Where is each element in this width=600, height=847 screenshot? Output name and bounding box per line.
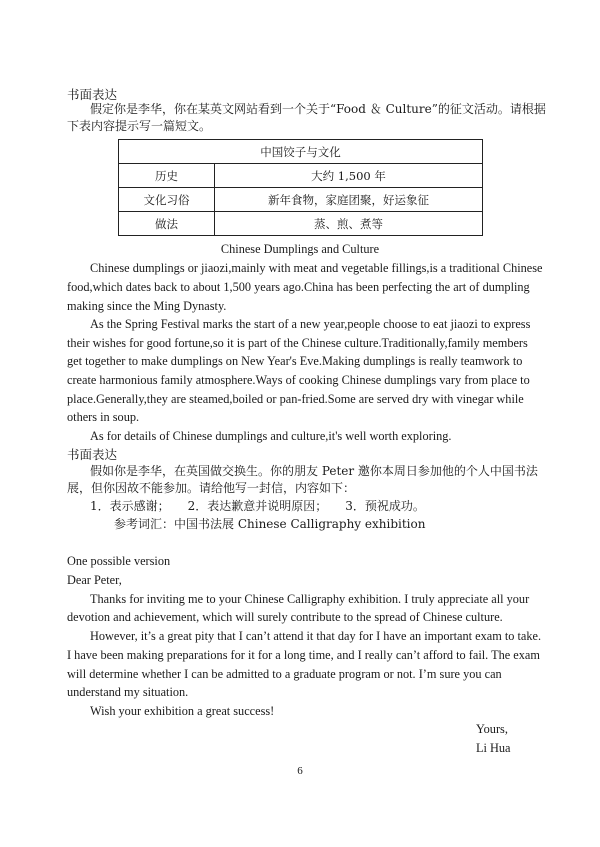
letter-line: Wish your exhibition a great success! (90, 704, 275, 718)
essay-line: making since the Ming Dynasty. (67, 299, 227, 313)
letter-line: understand my situation. (67, 685, 189, 699)
essay-line: their wishes for good fortune,so it is part of the Chinese culture.Traditionally,family members (67, 336, 528, 350)
page-number: 6 (297, 765, 303, 777)
essay-line: As the Spring Festival marks the start of a new year,people choose to eat jiaozi to express (90, 317, 531, 331)
letter-line: However, it’s a great pity that I can’t attend it that day for I have an important exam to take. (90, 629, 542, 643)
section1-prompt-line1: 假定你是李华，你在某英文网站看到一个关于“Food ＆ Culture”的征文活动。请根据 (90, 102, 546, 116)
table-row (119, 188, 483, 212)
essay-line: food,which dates back to about 1,500 years ago.China has been perfecting the art of dumpling (67, 280, 530, 294)
section2-prompt-line1: 假如你是李华，在英国做交换生。你的朋友 Peter 邀你本周日参加他的个人中国书法 (90, 464, 538, 478)
essay-line: create harmonious family atmosphere.Ways of cooking Chinese dumplings vary from place to (67, 373, 530, 387)
section2-points: 1．表示感谢； 2．表达歉意并说明原因； 3．预祝成功。 (90, 499, 425, 513)
table-cell-value: 新年食物，家庭团聚，好运象征 (215, 188, 483, 212)
essay-line: others in soup. (67, 410, 140, 424)
essay-title: Chinese Dumplings and Culture (220, 242, 380, 256)
letter-line: devotion and achievement, which will surely contribute to the spread of Chinese culture. (67, 610, 503, 624)
letter-line: will determine whether I can be admitted to a graduate program or not. I’m sure you can (67, 667, 502, 681)
table-title: 中国饺子与文化 (119, 140, 483, 164)
table-row (119, 212, 483, 236)
table-title-row (119, 140, 483, 164)
table-row (119, 164, 483, 188)
table-cell-value: 蒸、煎、煮等 (215, 212, 483, 236)
table-cell-label: 做法 (119, 212, 215, 236)
letter-line: I have been making preparations for it for a long time, and I really can’t afford to fail. The exam (67, 648, 540, 662)
section2-heading: 书面表达 (67, 447, 118, 462)
letter-closing: Yours, (476, 722, 508, 736)
letter-signature: Li Hua (476, 741, 511, 755)
section2-prompt-line2: 展，但你因故不能参加。请给他写一封信，内容如下： (67, 481, 356, 495)
essay-line: Chinese dumplings or jiaozi,mainly with meat and vegetable fillings,is a traditional Chinese (90, 261, 543, 275)
section1-prompt-line2: 下表内容提示写一篇短文。 (67, 119, 212, 133)
info-table (118, 139, 483, 236)
letter-line: Thanks for inviting me to your Chinese Calligraphy exhibition. I truly appreciate all your (90, 592, 530, 606)
table-cell-label: 历史 (119, 164, 215, 188)
essay-line: get together to make dumplings on New Year's Eve.Making dumplings is really teamwork to (67, 354, 523, 368)
section1-heading: 书面表达 (67, 87, 118, 102)
table-cell-label: 文化习俗 (119, 188, 215, 212)
table-cell-value: 大约 1,500 年 (215, 164, 483, 188)
essay-line: place.Generally,they are steamed,boiled or pan-fried.Some are served dry with vinegar while (67, 392, 524, 406)
essay-line: As for details of Chinese dumplings and culture,it's well worth exploring. (90, 429, 452, 443)
letter-greeting: Dear Peter, (67, 573, 122, 587)
section2-reference: 参考词汇：中国书法展 Chinese Calligraphy exhibition (114, 517, 426, 531)
version-label: One possible version (67, 554, 171, 568)
